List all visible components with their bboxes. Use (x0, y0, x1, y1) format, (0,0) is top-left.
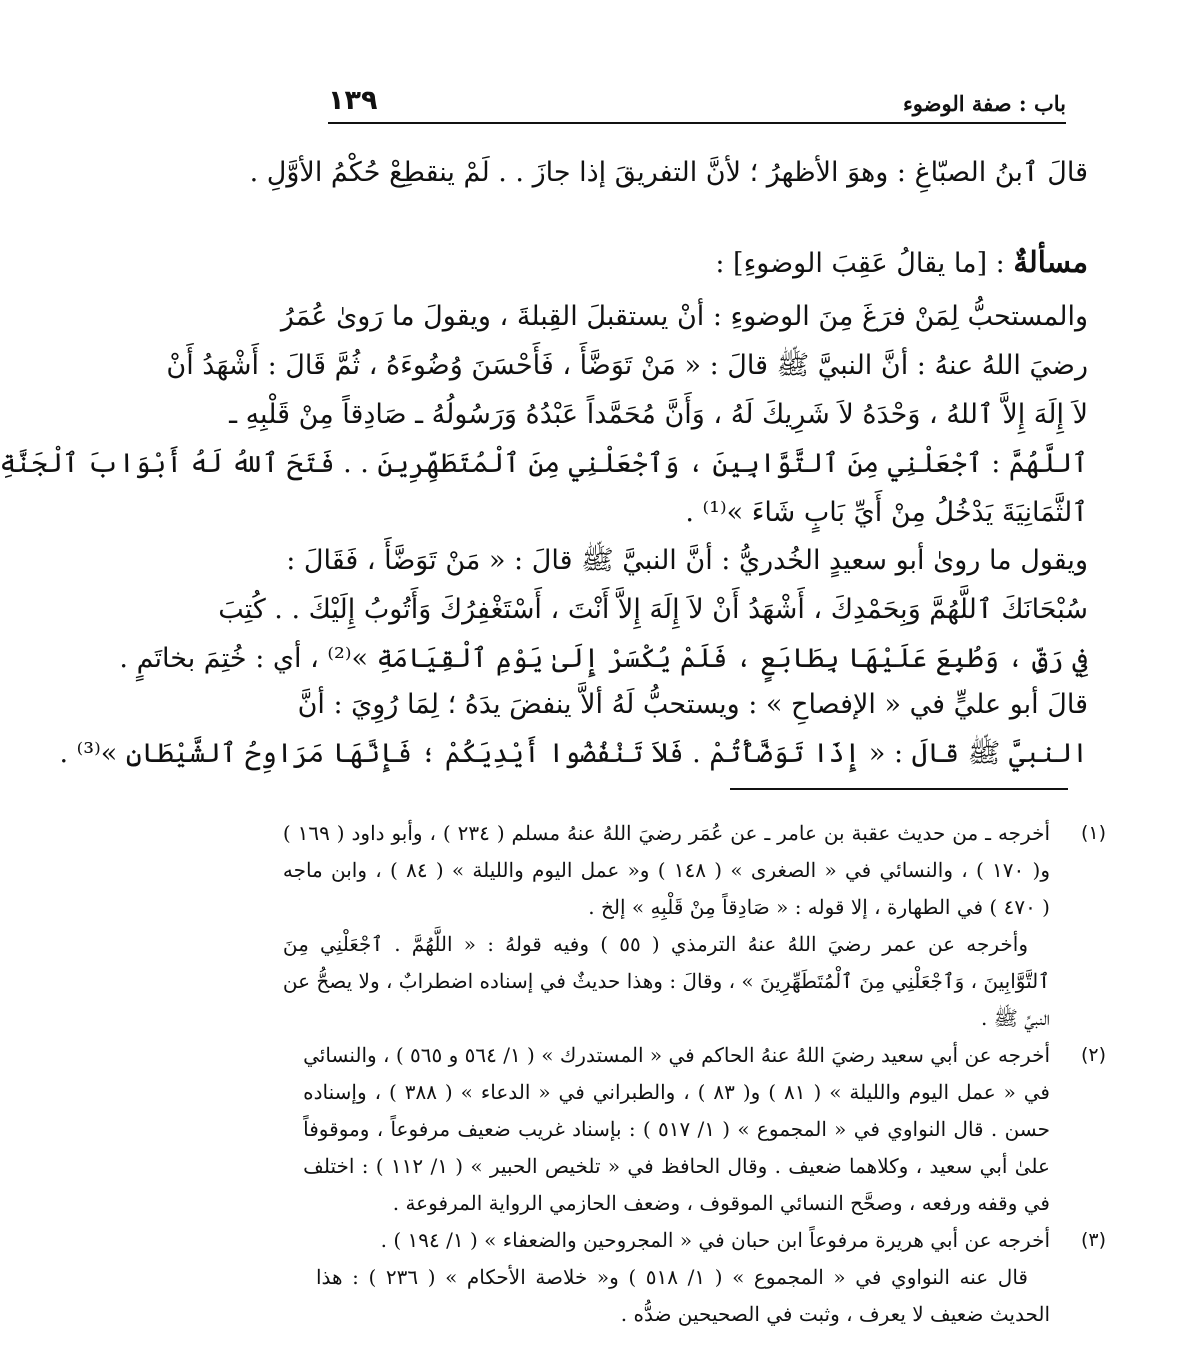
footnote-line: و( ١٧٠ ) ، والنسائي في « الصغرى » ( ١٤٨ ) و« عمل اليوم والليلة » ( ٨٤ ) ، وابن ماجه (282, 858, 1051, 882)
footnote-line: وأخرجه عن عمر رضيَ اللهُ عنهُ الترمذي ( ٥٥ ) وفيه قولهُ : « اللَّهُمَّ . ٱجْعَلْنِي مِنَ (282, 932, 1028, 956)
text-line: لاَ إِلَهَ إِلاَّ ٱللهُ ، وَحْدَهُ لاَ شَرِيكَ لَهُ ، وَأَنَّ مُحَمَّداً عَبْدُهُ وَرَسُولُهُ ـ صَادِقاً مِنْ قَلْبِهِ ـ (229, 399, 1088, 430)
footnote-line: أخرجه عن أبي سعيد رضيَ اللهُ عنهُ الحاكم في « المستدرك » ( ١/ ٥٦٤ و ٥٦٥ ) ، والنسائي (303, 1043, 1050, 1067)
page-header (328, 84, 1066, 124)
section-heading (328, 240, 1088, 285)
footnote-2 (303, 1037, 1106, 1222)
section-title: : [ما يقالُ عَقِبَ الوضوءِ] : (715, 248, 1005, 279)
text-line: ٱلثَّمَانِيَةَ يَدْخُلُ مِنْ أَيِّ بَابٍ شَاءَ »⁽¹⁾ . (685, 497, 1088, 528)
footnote-body (316, 1222, 1050, 1333)
footnote-line: في وقفه ورفعه ، وصحَّح النسائي الموقوف ، وضعف الحازمي الرواية المرفوعة . (392, 1191, 1050, 1215)
text-line: سُبْحَانَكَ ٱللَّهُمَّ وَبِحَمْدِكَ ، أَشْهَدُ أَنْ لاَ إِلَهَ إِلاَّ أَنْتَ ، أَسْتَغْفِرُكَ وَأَتُوبُ إِلَيْكَ . . كُتِبَ (218, 594, 1088, 625)
footnote-line: الحديث ضعيف لا يعرف ، وثبت في الصحيحين ضدُّه . (620, 1302, 1050, 1326)
footnotes (282, 815, 1106, 1333)
chapter-title: باب : صفة الوضوء (902, 91, 1066, 116)
footnote-line: أخرجه ـ من حديث عقبة بن عامر ـ عن عُمَر رضيَ اللهُ عنهُ مسلم ( ٢٣٤ ) ، وأبو داود ( ١٦٩ ) (282, 821, 1050, 845)
footnote-number: (٣) (1080, 1229, 1106, 1251)
paragraph-2 (119, 536, 1088, 683)
text-line: فِي رَقٍّ ، وَطُبِعَ عَلَيْهَا بِطَابَعٍ ، فَلَمْ يُكْسَرْ إِلَىٰ يَوْمِ ٱلْقِيَامَةِ »⁽²⁾ ، أي : خُتِمَ بخاتَمٍ . (119, 643, 1088, 674)
text-line: والمستحبُّ لِمَنْ فرَغَ مِنَ الوضوءِ : أنْ يستقبلَ القِبلةَ ، ويقولَ ما رَوىٰ عُمَرُ (280, 301, 1088, 332)
text-line: ٱللَّهُمَّ : ٱجْعَلْنِي مِنَ ٱلتَّوَّابِينَ ، وَٱجْعَلْنِي مِنَ ٱلْمُتَطَهِّرِينَ . . فَتَحَ ٱللهُ لَهُ أَبْوَابَ ٱلْجَنَّةِ (0, 448, 1088, 479)
text-line: ويقول ما روىٰ أبو سعيدٍ الخُدريُّ : أنَّ النبيَّ ﷺ قالَ : « مَنْ تَوَضَّأَ ، فَقَالَ : (286, 545, 1088, 576)
footnote-1 (282, 815, 1106, 1037)
page-number: ١٣٩ (328, 85, 378, 116)
footnote-line: النبيِّ ﷺ . (980, 1006, 1050, 1030)
footnote-3 (316, 1222, 1106, 1333)
paragraph-3 (59, 680, 1088, 778)
footnote-number: (٢) (1080, 1044, 1106, 1066)
footnote-line: قال عنه النواوي في « المجموع » ( ١/ ٥١٨ ) و« خلاصة الأحكام » ( ٢٣٦ ) : هذا (316, 1265, 1028, 1289)
footnote-separator (730, 788, 1068, 790)
footnote-line: أخرجه عن أبي هريرة مرفوعاً ابن حبان في « المجروحين والضعفاء » ( ١/ ١٩٤ ) . (380, 1228, 1050, 1252)
footnote-body (303, 1037, 1050, 1222)
footnote-body (283, 815, 1050, 1037)
footnote-line: في « عمل اليوم والليلة » ( ٨١ ) و( ٨٣ ) ، والطبراني في « الدعاء » ( ٣٨٨ ) ، وإسناده (303, 1080, 1050, 1104)
footnote-number: (١) (1080, 822, 1106, 844)
footnote-line: علىٰ أبي سعيد ، وكلاهما ضعيف . وقال الحافظ في « تلخيص الحبير » ( ١/ ١١٢ ) : اختلف (303, 1154, 1050, 1178)
footnote-line: ٱلتَّوَّابِينَ ، وَٱجْعَلْنِي مِنَ ٱلْمُتَطَهِّرِينَ » ، وقالَ : وهذا حديثٌ في إسناده اضطرابٌ ، ولا يصحُّ عن (282, 969, 1050, 993)
masala-word: مسألةٌ (1013, 245, 1088, 279)
text-line: قالَ أبو عليٍّ في « الإفصاحِ » : ويستحبُّ لَهُ ألاَّ ينفضَ يدَهُ ؛ لِمَا رُوِيَ : أنَّ (297, 689, 1088, 720)
text-line: رضيَ اللهُ عنهُ : أنَّ النبيَّ ﷺ قالَ : « مَنْ تَوَضَّأَ ، فَأَحْسَنَ وُضُوءَهُ ، ثُمَّ قَالَ : أَشْهَدُ أَنْ (166, 350, 1088, 381)
text-line: النبيَّ ﷺ قالَ : « إِذَا تَوَضَّأْتُمْ . فَلاَ تَنْفُضُوا أَيْدِيَكُمْ ؛ فَإِنَّهَا مَرَاوِحُ ٱلشَّيْطَانِ »⁽³⁾ . (59, 738, 1088, 769)
paragraph-1 (0, 292, 1088, 537)
footnote-line: حسن . قال النواوي في « المجموع » ( ١/ ٥١٧ ) : بإسناد غريب ضعيف مرفوعاً ، وموقوفاً (303, 1117, 1050, 1141)
text-line: قالَ ٱبنُ الصبّاغِ : وهوَ الأظهرُ ؛ لأنَّ التفريقَ إذا جازَ . . لَمْ ينقطِعْ حُكْمُ الأوَّلِ . (249, 157, 1088, 188)
footnote-line: ( ٤٧٠ ) في الطهارة ، إلا قوله : « صَادِقاً مِنْ قَلْبِهِ » إلخ . (588, 895, 1050, 919)
intro-paragraph (249, 148, 1088, 197)
